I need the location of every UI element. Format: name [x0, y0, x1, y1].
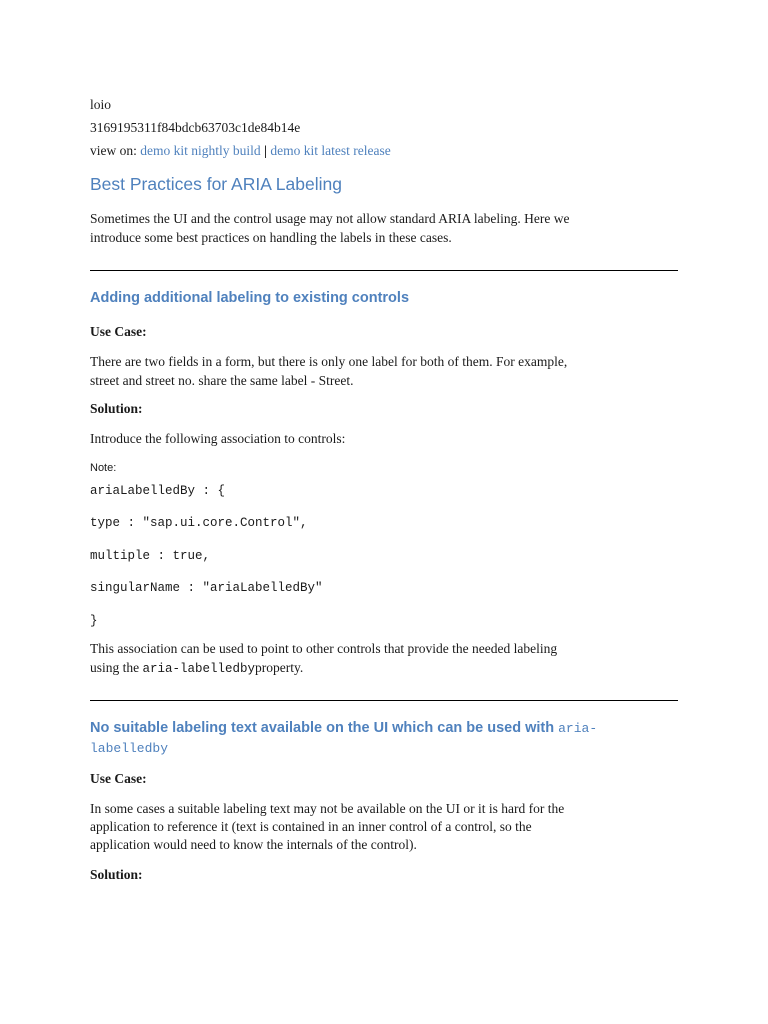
association-line-2-pre: using the	[90, 660, 140, 675]
association-line-1: This association can be used to point to other controls that provide the needed labeling	[90, 641, 558, 656]
page-title: Best Practices for ARIA Labeling	[90, 174, 342, 194]
section2-use-case-line-1: In some cases a suitable labeling text may not be available on the UI or it is hard for the	[90, 801, 565, 816]
code-line-4: singularName : "ariaLabelledBy"	[90, 581, 323, 595]
note-label: Note:	[90, 462, 117, 474]
association-line-2	[90, 659, 303, 678]
code-line-2: type : "sap.ui.core.Control",	[90, 516, 308, 530]
aria-labelledby-code: aria-labelledby	[142, 662, 256, 676]
loio-label: loio	[90, 97, 112, 112]
association-line-2-post: property.	[255, 660, 304, 675]
demo-kit-latest-link[interactable]: demo kit latest release	[270, 143, 391, 158]
view-on-line	[90, 142, 391, 160]
code-line-3: multiple : true,	[90, 549, 211, 563]
code-line-1: ariaLabelledBy : {	[90, 484, 226, 498]
demo-kit-nightly-link[interactable]: demo kit nightly build	[140, 143, 261, 158]
section1-solution-label: Solution:	[90, 401, 143, 416]
code-line-5: }	[90, 614, 98, 628]
section2-use-case-label: Use Case:	[90, 771, 147, 786]
section1-use-case-line-2: street and street no. share the same label - Street.	[90, 373, 354, 388]
loio-id: 3169195311f84bdcb63703c1de84b14e	[90, 120, 301, 135]
divider-2	[90, 700, 678, 701]
section1-solution-text: Introduce the following association to controls:	[90, 431, 346, 446]
view-on-label: view on:	[90, 143, 137, 158]
intro-line-1: Sometimes the UI and the control usage may not allow standard ARIA labeling. Here we	[90, 211, 570, 226]
section2-use-case-line-2: application to reference it (text is contained in an inner control of a control, so the	[90, 819, 532, 834]
section2-heading-text: No suitable labeling text available on the UI which can be used with	[90, 720, 555, 736]
section1-use-case-line-1: There are two fields in a form, but there is only one label for both of them. For example,	[90, 354, 568, 369]
section2-heading-line-2	[90, 740, 168, 756]
section2-solution-label: Solution:	[90, 867, 143, 882]
section2-heading-code-1: aria-	[558, 721, 598, 736]
intro-line-2: introduce some best practices on handling the labels in these cases.	[90, 230, 452, 245]
section2-heading-code-2: labelledby	[90, 741, 169, 756]
divider-1	[90, 270, 678, 271]
section2-heading-line-1	[90, 720, 597, 736]
section1-heading: Adding additional labeling to existing controls	[90, 290, 410, 306]
section2-use-case-line-3: application would need to know the internals of the control).	[90, 837, 417, 852]
section1-use-case-label: Use Case:	[90, 324, 147, 339]
link-separator: |	[264, 143, 267, 158]
